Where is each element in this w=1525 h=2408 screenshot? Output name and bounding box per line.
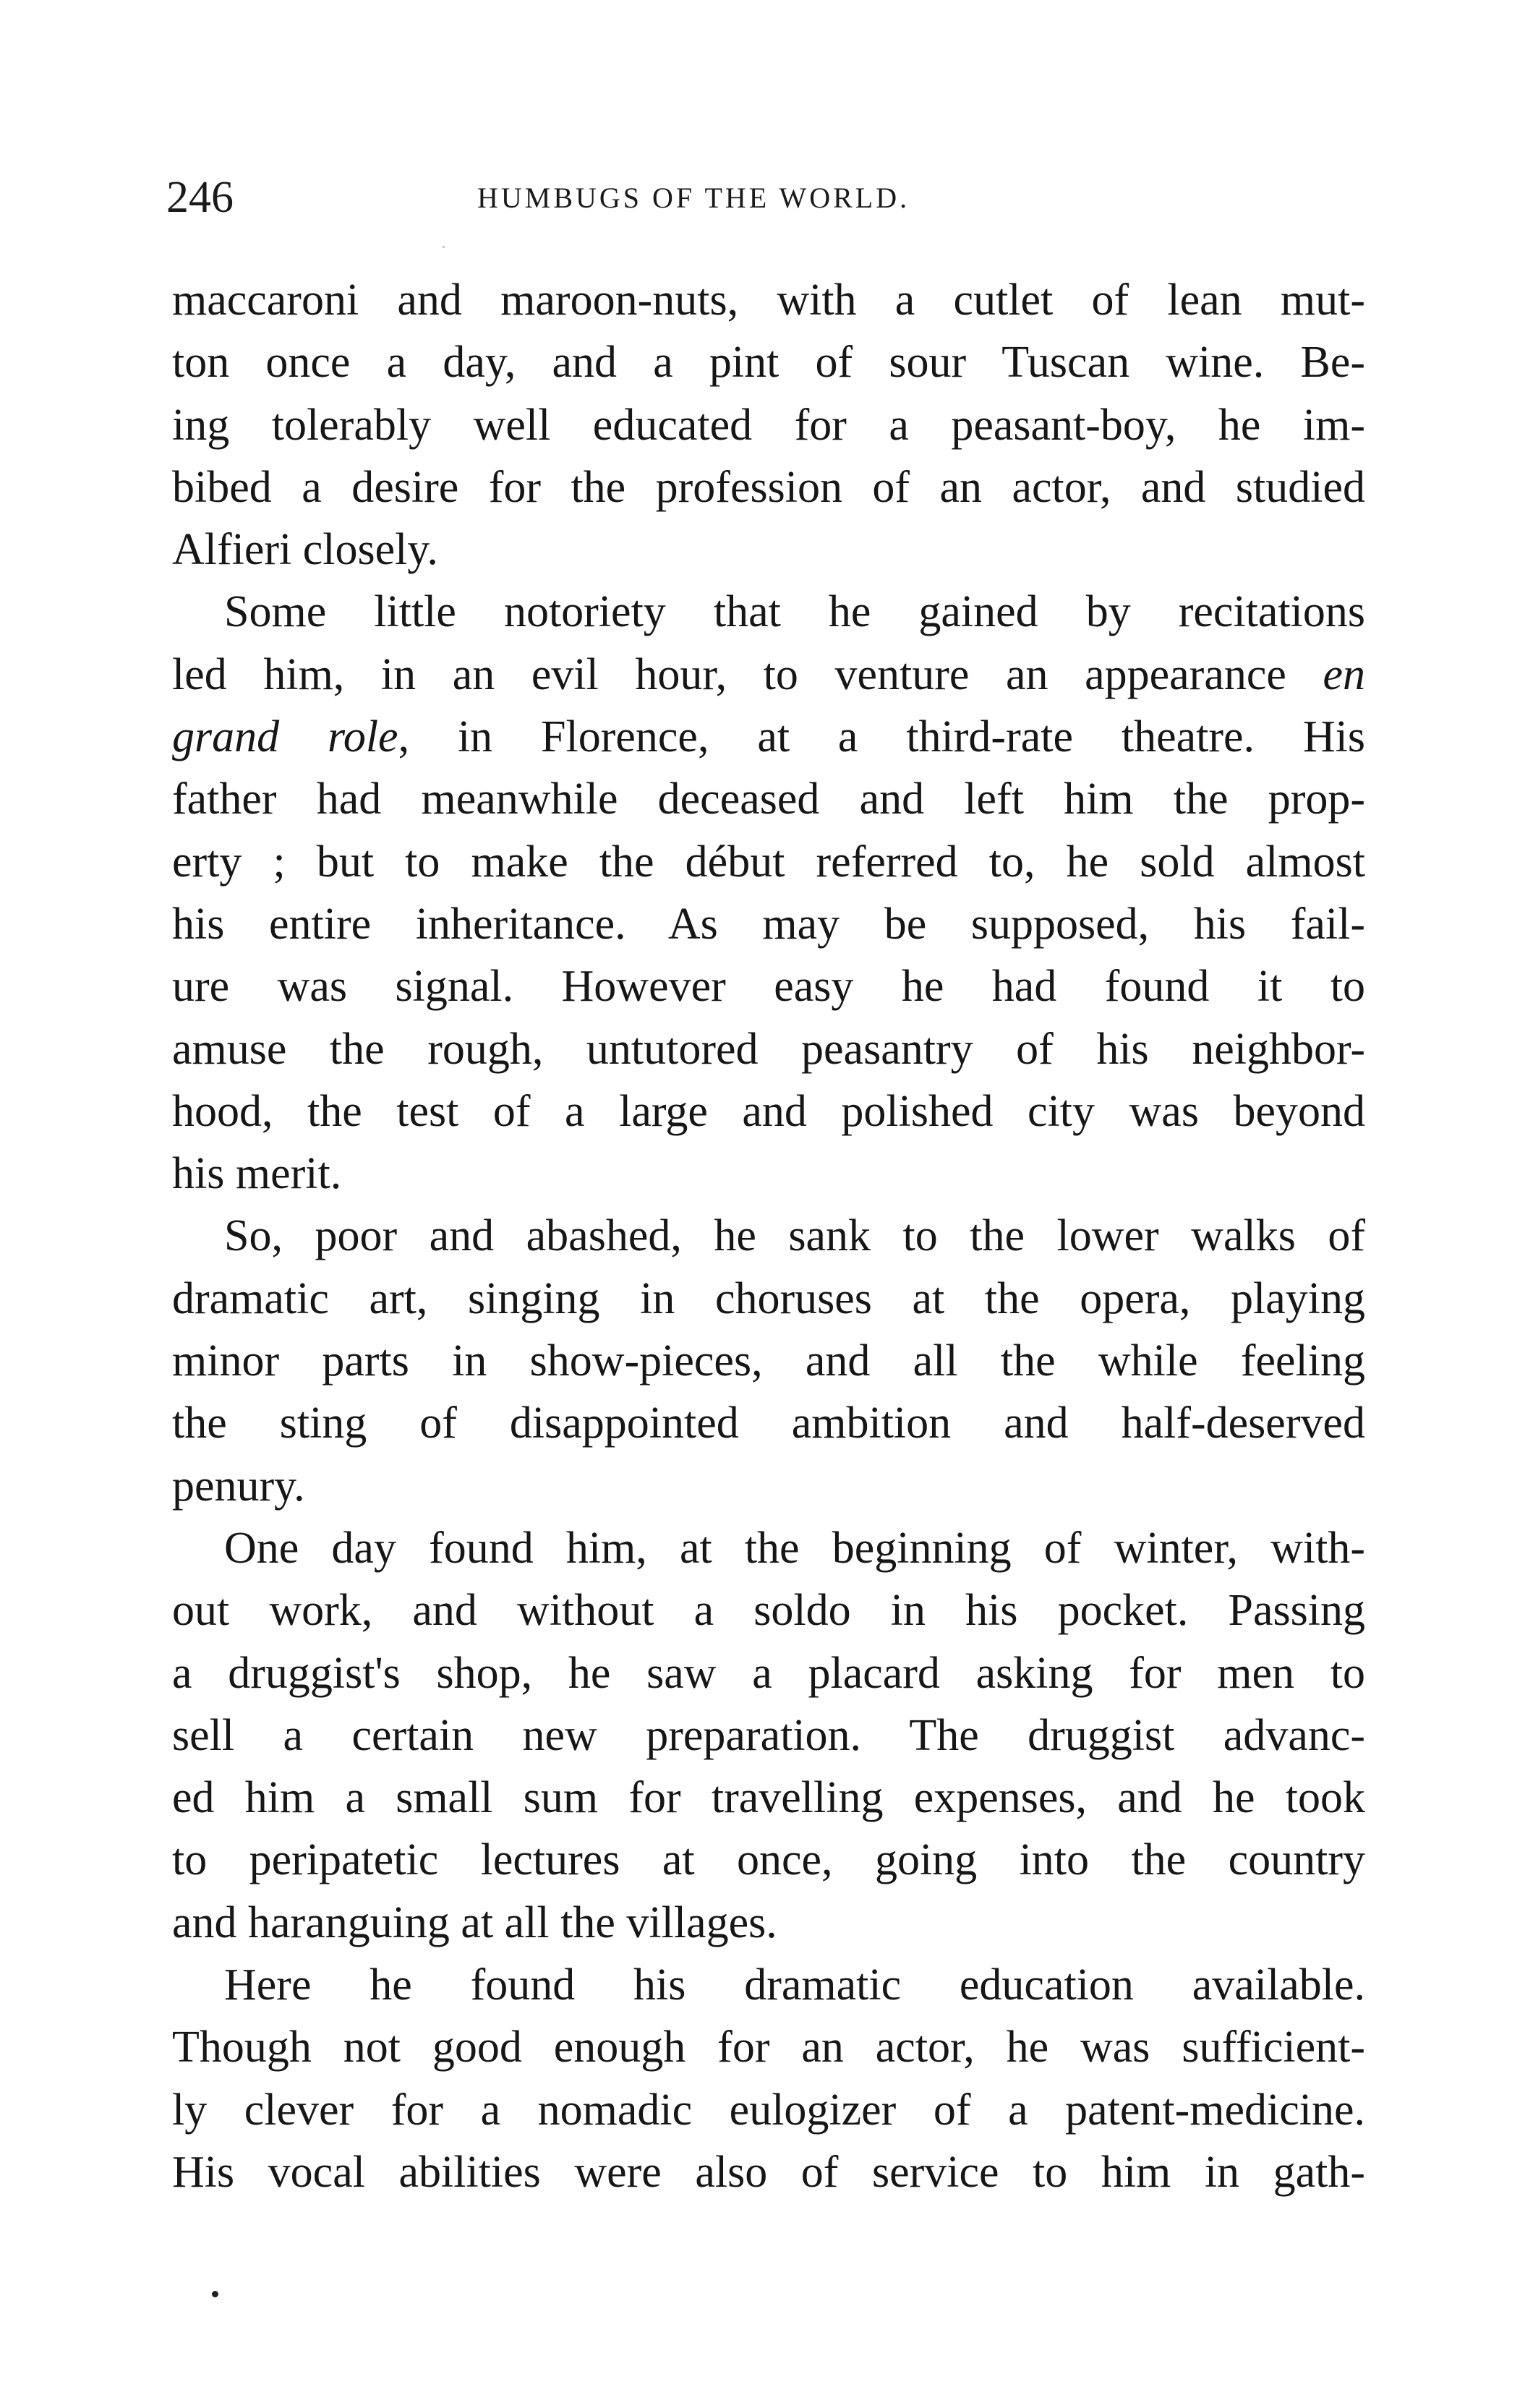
text-line: ure was signal. However easy he had found it to (172, 962, 1365, 1012)
text-line: hood, the test of a large and polished city was beyond (172, 1086, 1365, 1136)
italic-text: en (1323, 649, 1366, 699)
text-line: His vocal abilities were also of service to him in gath- (172, 2147, 1365, 2197)
text-line: ed him a small sum for travelling expenses, and he took (172, 1773, 1365, 1823)
paragraph-first-line: One day found him, at the beginning of winter, with- (224, 1523, 1365, 1573)
text-line: bibed a desire for the profession of an actor, and studied (172, 462, 1365, 512)
text-line: erty ; but to make the début referred to, he sold almost (172, 837, 1365, 887)
printing-speck (443, 246, 445, 248)
paragraph-first-line: Some little notoriety that he gained by recitations (224, 587, 1365, 637)
text-line (172, 644, 1365, 706)
text-line: his entire inheritance. As may be supposed, his fail- (172, 899, 1365, 949)
text-line: dramatic art, singing in choruses at the opera, playing (172, 1273, 1365, 1323)
text-line: the sting of disappointed ambition and half-deserved (172, 1399, 1365, 1448)
text-line: Though not good enough for an actor, he was sufficient- (172, 2023, 1365, 2072)
page-header (166, 165, 1367, 230)
text-line: sell a certain new preparation. The druggist advanc- (172, 1710, 1365, 1760)
page-number: 246 (166, 173, 234, 222)
text-line: to peripatetic lectures at once, going into the country (172, 1835, 1365, 1885)
text-line (172, 706, 1365, 768)
text-line: ing tolerably well educated for a peasant-boy, he im- (172, 400, 1365, 450)
text-line: ly clever for a nomadic eulogizer of a patent-medicine. (172, 2085, 1365, 2135)
text-line: minor parts in show-pieces, and all the while feeling (172, 1336, 1365, 1386)
text-line: a druggist's shop, he saw a placard asking for men to (172, 1648, 1365, 1698)
printing-dot (212, 2291, 218, 2297)
text-line: amuse the rough, untutored peasantry of his neighbor- (172, 1024, 1365, 1074)
text-segment: , in Florence, at a third-rate theatre. His (398, 712, 1365, 762)
paragraph-first-line: Here he found his dramatic education available. (224, 1960, 1365, 2010)
body-text (172, 269, 1365, 2203)
text-line: penury. (172, 1461, 305, 1511)
text-line: and haranguing at all the villages. (172, 1897, 777, 1947)
running-title: HUMBUGS OF THE WORLD. (477, 182, 910, 214)
text-line: Alfieri closely. (172, 525, 438, 575)
text-line: his merit. (172, 1149, 342, 1199)
text-line: ton once a day, and a pint of sour Tuscan wine. Be- (172, 338, 1365, 388)
text-line: maccaroni and maroon-nuts, with a cutlet of lean mut- (172, 276, 1365, 325)
text-line: out work, and without a soldo in his pocket. Passing (172, 1586, 1365, 1636)
italic-text: grand role (172, 712, 398, 762)
text-segment: led him, in an evil hour, to venture an appearance (172, 649, 1286, 699)
paragraph-first-line: So, poor and abashed, he sank to the lower walks of (224, 1211, 1365, 1261)
text-line: father had meanwhile deceased and left him the prop- (172, 774, 1365, 824)
